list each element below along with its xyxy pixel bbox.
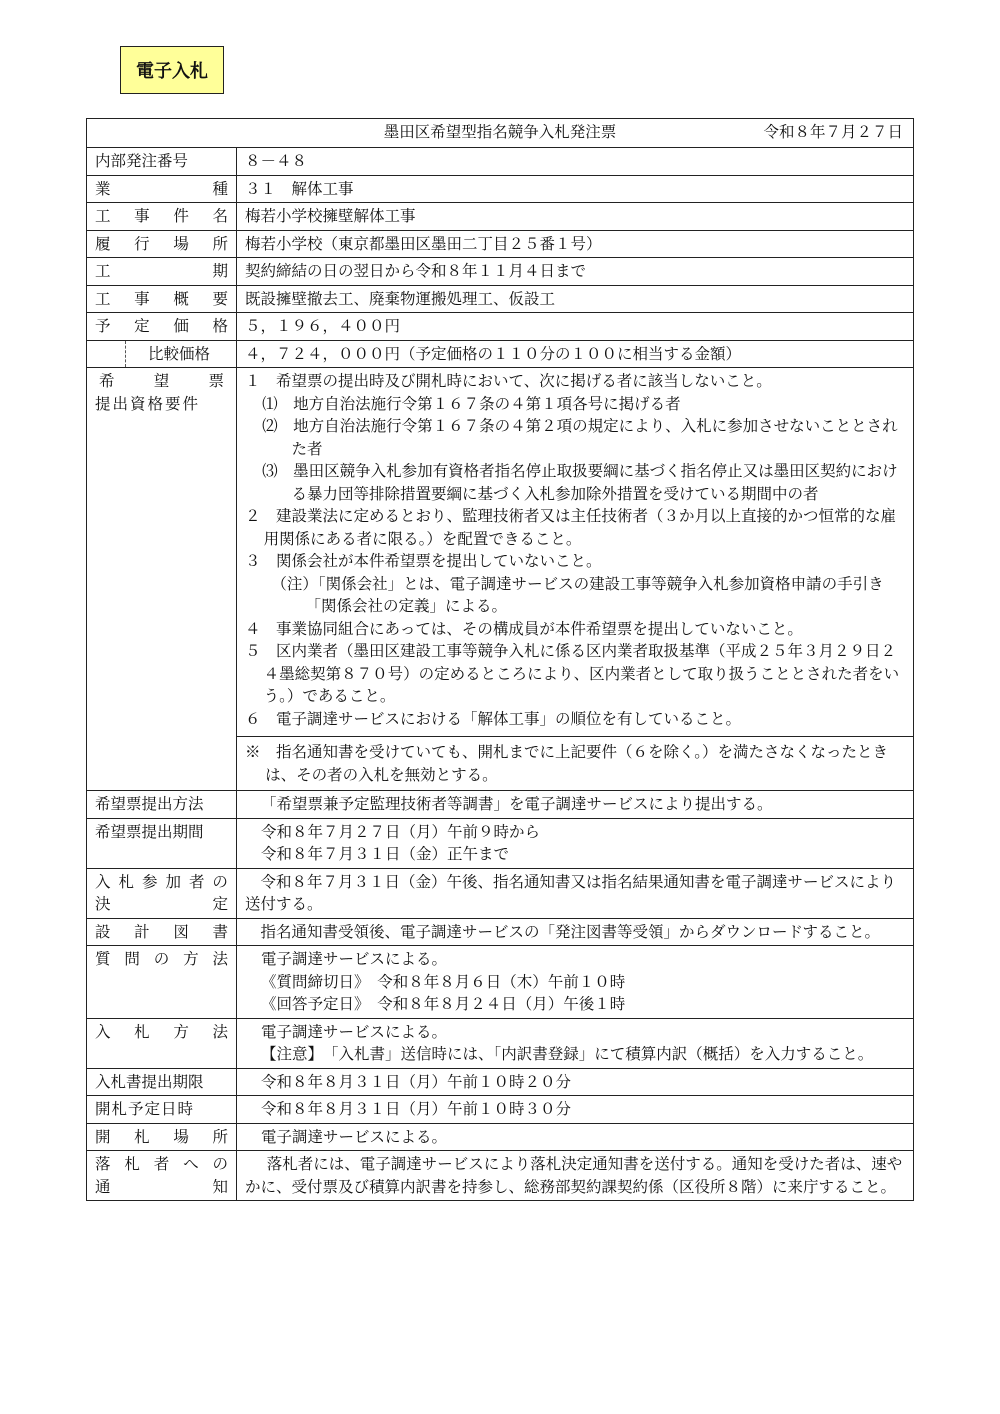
row-qualification: [87, 368, 914, 737]
submit-period-end: 令和８年７月３１日（金）正午まで: [261, 845, 510, 863]
value-industry: ３１ 解体工事: [237, 175, 914, 203]
label-notice-1: 落 札 者 へ の: [95, 1155, 228, 1173]
row-drawings: [87, 918, 914, 946]
value-submit-method: 「希望票兼予定監理技術者等調書」を電子調達サービスにより提出する。: [237, 791, 914, 819]
value-bid-deadline: 令和８年８月３１日（月）午前１０時２０分: [237, 1068, 914, 1096]
value-location: 梅若小学校（東京都墨田区墨田二丁目２５番１号）: [237, 230, 914, 258]
row-project: [87, 203, 914, 231]
row-summary: [87, 285, 914, 313]
qualification-item: （注）「関係会社」とは、電子調達サービスの建設工事等競争入札参加資格申請の手引き「関係会社の定義」による。: [271, 574, 884, 615]
row-questions: [87, 946, 914, 1019]
qualification-list: [237, 368, 914, 737]
title-row: [87, 119, 914, 148]
page-title: 墨田区希望型指名競争入札発注票: [383, 123, 617, 141]
value-decision: 令和８年７月３１日（金）午後、指名通知書又は指名結果通知書を電子調達サービスにより送付する。: [245, 872, 897, 913]
label-industry: 業 種: [95, 179, 228, 198]
order-table: [86, 118, 914, 1201]
label-submit-period: 希望票提出期間: [87, 818, 237, 868]
label-bid-deadline: 入札書提出期限: [87, 1068, 237, 1096]
label-decision-2: 決 定: [95, 895, 228, 913]
label-location: 履 行 場 所: [95, 234, 228, 253]
qualification-item: ４ 事業協同組合にあっては、その構成員が本件希望票を提出していないこと。: [245, 619, 803, 638]
label-project: 工 事 件 名: [95, 207, 228, 225]
label-opening-place: 開 札 場 所: [95, 1127, 228, 1146]
label-questions: 質 問 の 方 法: [95, 950, 228, 968]
label-period: 工 期: [95, 262, 228, 280]
value-summary: 既設擁壁撤去工、廃棄物運搬処理工、仮設工: [237, 285, 914, 313]
qualification-item: ６ 電子調達サービスにおける「解体工事」の順位を有していること。: [245, 709, 742, 728]
questions-answer-date: 《回答予定日》 令和８年８月２４日（月）午後１時: [261, 995, 626, 1013]
questions-deadline: 《質問締切日》 令和８年８月６日（木）午前１０時: [261, 972, 626, 991]
row-location: [87, 230, 914, 258]
qualification-item: １ 希望票の提出時及び開札時において、次に掲げる者に該当しないこと。: [245, 372, 772, 390]
row-order-no: [87, 148, 914, 176]
row-industry: [87, 175, 914, 203]
qualification-item: ２ 建設業法に定めるとおり、監理技術者又は主任技術者（３か月以上直接的かつ恒常的な雇用関係にある者に限る。）を配置できること。: [245, 507, 897, 548]
row-period: [87, 258, 914, 286]
qualification-note: ※ 指名通知書を受けていても、開札までに上記要件（６を除く。）を満たさなくなったときは、その者の入札を無効とする。: [245, 743, 888, 784]
row-compare: [87, 340, 914, 368]
issue-date: 令和８年７月２７日: [763, 123, 903, 141]
value-project: 梅若小学校擁壁解体工事: [237, 203, 914, 231]
label-decision-1: 入 札 参 加 者 の: [95, 872, 228, 891]
value-opening-place: 電子調達サービスによる。: [237, 1123, 914, 1151]
qualification-item: ⑵ 地方自治法施行令第１６７条の４第２項の規定により、入札に参加させないこととされた者: [262, 417, 898, 458]
label-compare: 比較価格: [125, 341, 236, 368]
row-submit-period: [87, 818, 914, 868]
label-price: 予 定 価 格: [95, 317, 228, 335]
label-order-no: 内部発注番号: [95, 152, 189, 170]
value-period: 契約締結の日の翌日から令和８年１１月４日まで: [237, 258, 914, 286]
electronic-bid-badge: 電子入札: [120, 46, 224, 94]
qualification-item: ５ 区内業者（墨田区建設工事等競争入札に係る区内業者取扱基準（平成２５年３月２９日２４墨総契第８７０号）の定めるところにより、区内業者として取り扱うこととされた者をいう。）であること。: [245, 642, 900, 705]
row-notice: [87, 1151, 914, 1201]
label-bid-method: 入 札 方 法: [95, 1022, 228, 1041]
label-submit-method: 希望票提出方法: [87, 791, 237, 819]
value-drawings: 指名通知書受領後、電子調達サービスの「発注図書等受領」からダウンロードすること。: [260, 922, 881, 941]
value-price: ５，１９６，４００円: [237, 313, 914, 341]
label-summary: 工 事 概 要: [95, 289, 228, 308]
qualification-item: ⑶ 墨田区競争入札参加有資格者指名停止取扱要綱に基づく指名停止又は墨田区契約における暴力団等排除措置要綱に基づく入札参加除外措置を受けている期間中の者: [262, 462, 898, 503]
qualification-item: ⑴ 地方自治法施行令第１６７条の４第１項各号に掲げる者: [262, 394, 681, 413]
row-decision: [87, 868, 914, 918]
row-opening-place: [87, 1123, 914, 1151]
row-bid-method: [87, 1018, 914, 1068]
value-opening-date: 令和８年８月３１日（月）午前１０時３０分: [237, 1096, 914, 1124]
value-compare: ４，７２４，０００円（予定価格の１１０分の１００に相当する金額）: [237, 340, 914, 368]
bid-method-text: 電子調達サービスによる。: [261, 1022, 448, 1041]
value-notice: 落札者には、電子調達サービスにより落札決定通知書を送付する。通知を受けた者は、速やかに、受付票及び積算内訳書を持参し、総務部契約課契約係（区役所８階）に来庁すること。: [245, 1155, 903, 1196]
row-bid-deadline: [87, 1068, 914, 1096]
row-opening-date: [87, 1096, 914, 1124]
submit-period-start: 令和８年７月２７日（月）午前９時から: [261, 822, 541, 841]
value-order-no: ８－４８: [237, 148, 914, 176]
label-qualification-1: 希 望 票: [99, 372, 224, 390]
bid-method-caution: 【注意】 「入札書」送信時には、「内訳書登録」にて積算内訳（概括）を入力すること。: [261, 1045, 874, 1063]
label-notice-2: 通 知: [95, 1177, 228, 1196]
label-drawings: 設 計 図 書: [95, 922, 228, 941]
label-opening-date: 開札予定日時: [87, 1096, 237, 1124]
qualification-item: ３ 関係会社が本件希望票を提出していないこと。: [245, 552, 602, 570]
row-price: [87, 313, 914, 341]
row-submit-method: [87, 791, 914, 819]
label-qualification-2: 提出資格要件: [95, 394, 201, 413]
questions-method: 電子調達サービスによる。: [261, 950, 448, 968]
